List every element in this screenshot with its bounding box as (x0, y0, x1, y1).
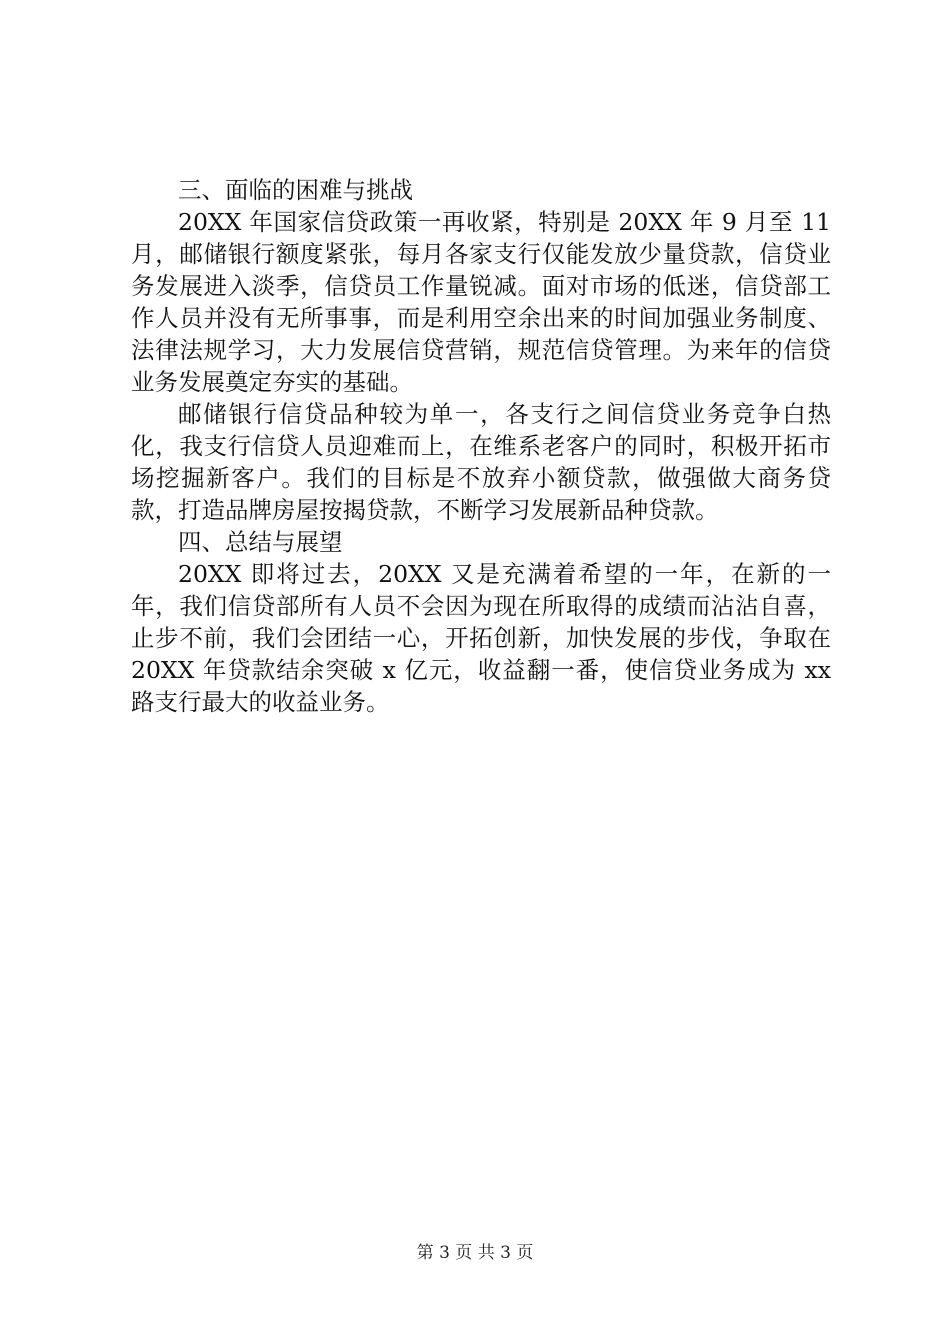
page-number: 第 3 页 共 3 页 (416, 1243, 534, 1263)
paragraph-outlook: 20XX 即将过去，20XX 又是充满着希望的一年，在新的一年，我们信贷部所有人员不会因为现在所取得的成绩而沾沾自喜，止步不前，我们会团结一心，开拓创新，加快发展的步伐，争取在 20XX 年贷款结余突破 x 亿元，收益翻一番，使信贷业务成为 xx 路支行最大的收益业务。 (131, 560, 831, 716)
paragraph-competition: 邮储银行信贷品种较为单一，各支行之间信贷业务竞争白热化，我支行信贷人员迎难而上，在维系老客户的同时，积极开拓市场挖掘新客户。我们的目标是不放弃小额贷款，做强做大商务贷款，打造品牌房屋按揭贷款，不断学习发展新品种贷款。 (131, 400, 831, 524)
paragraph-credit-policy: 20XX 年国家信贷政策一再收紧，特别是 20XX 年 9 月至 11 月，邮储银行额度紧张，每月各家支行仅能发放少量贷款，信贷业务发展进入淡季，信贷员工作量锐减。面对市场的低迷，信贷部工作人员并没有无所事事，而是利用空余出来的时间加强业务制度、法律法规学习，大力发展信贷营销，规范信贷管理。为来年的信贷业务发展奠定夯实的基础。 (131, 208, 831, 396)
section-heading-summary: 四、总结与展望 (178, 528, 343, 556)
section-heading-challenges: 三、面临的困难与挑战 (178, 176, 413, 204)
document-body (131, 174, 831, 718)
page-footer (0, 1242, 950, 1264)
